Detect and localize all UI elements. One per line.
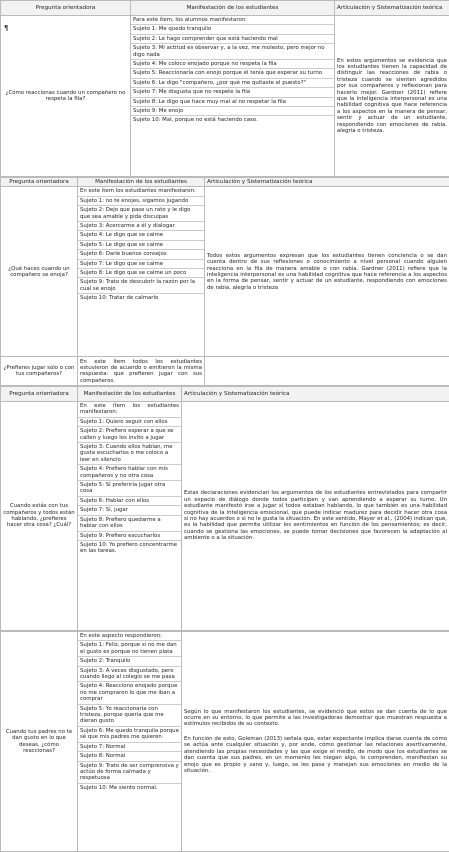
header-manifestation: Manifestación de los estudiantes [78, 387, 182, 402]
student-response-2: En este ítem todos los estudiantes estuvieron de acuerdo o emitieron la misma respuesta: que prefieren jugar con sus compañeros. [78, 357, 205, 386]
response-item: Sujeto 2: Prefiero esperar a que se callen y luego los invito a jugar [78, 427, 181, 443]
theory-paragraph-2: En función de esto, Goleman (2013) señala que, estar expectante implica darse cuenta de cómo se actúa ante cualquier situación y, por ende, cómo gestionar las relaciones asertivamente, atendiendo las propias necesidades y las que exige el medio, de modo que los estudiantes se dan cuenta que sus padres, en un momento les niegan algo, lo comprenden, manifiestan su enojo que es propio y sano y, luego, se les pasa y manejan sus emociones en medio de la situación. [184, 735, 447, 774]
pilcrow-mark: ¶ [4, 24, 9, 32]
table-2 [0, 177, 449, 386]
response-item: Sujeto 2: Le hago comprender que está haciendo mal [131, 35, 334, 44]
table-1 [0, 0, 449, 177]
student-responses [78, 187, 205, 357]
response-item: Sujeto 3: Acercarme a él y dialogar [78, 222, 204, 231]
theory-text: Todos estos argumentos expresan que los estudiantes tienen conciencia o se dan cuenta dentro de sus reflexiones o conocimiento a nivel personal cuando alguien reacciona en la fila de manera amable o con rabia. Gardner (2011) refiere que la inteligencia interpersonal es una habilidad cognitiva que hace referencia a los aspectos en la forma de pensar, sentir y actuar de un estudiante, respondiendo con emociones de rabia, alegría o tristeza [205, 187, 449, 357]
response-item: Sujeto 8: Le digo que hace muy mal al no respetar la fila [131, 98, 334, 107]
response-item: Sujeto 10: Tratar de calmarlo [80, 295, 159, 302]
theory-text: En estos argumentos se evidencia que los estudiantes tienen la capacidad de distinguir las reacciones de rabia o tristeza cuando se sienten agredidos por sus compañeros y reflexionan para hacerlo mejor. Gardner (2011) refiere que la inteligencia interpersonal es una habilidad cognitiva que hace referencia a los aspectos en la manera de pensar, sentir y actuar de un estudiante, respondiendo con emociones de rabia, alegría o tristeza. [335, 16, 449, 177]
response-item: Sujeto 3: A veces disgustado, pero cuando llego al colegio se me pasa [78, 667, 181, 683]
response-item: Sujeto 5: Le digo que se calme [78, 241, 204, 250]
response-intro: En este aspecto respondieron: [78, 632, 181, 641]
table-4 [0, 631, 449, 852]
student-responses [131, 16, 335, 177]
response-item: Sujeto 4: Prefiero hablar con mis compañeros y no otra cosa [78, 465, 181, 481]
response-item: Sujeto 1: Me quedo tranquilo [131, 25, 334, 34]
response-item: Sujeto 1: Feliz, porque si no me dan el gusto es porque no tienen plata [78, 641, 181, 657]
response-item: Sujeto 10: Me siento normal. [80, 784, 158, 791]
response-item: Sujeto 6: Le digo "compañero, ¿por qué me quitaste el puesto?" [131, 79, 334, 88]
guiding-question: Cuando tus padres no te dan gusto en lo que deseas, ¿cómo reaccionas? [1, 632, 78, 852]
response-item: Sujeto 4: Reacciono enojado porque no me compraron lo que me iban a comprar [78, 682, 181, 704]
response-item: Sujeto 2: Tranquilo [78, 657, 181, 666]
response-item: Sujeto 8: Normal [78, 752, 181, 761]
response-item: Sujeto 10: Yo prefiero concentrarme en las tareas. [80, 541, 178, 555]
student-responses [78, 632, 182, 852]
header-question: Pregunta orientadora [1, 387, 78, 402]
response-item: Sujeto 9: Trato de ser comprensiva y actúo de forma calmada y respetuosa [78, 762, 181, 784]
response-intro: Para este ítem, los alumnos manifestaron: [131, 16, 334, 25]
response-item: Sujeto 3: Mi actitud es observar y, a la vez, me molesto, pero mejor no digo nada [131, 44, 334, 60]
response-item: Sujeto 10: Mal, porque no está haciendo caso. [133, 117, 258, 124]
response-item: Sujeto 2: Dejo que pase un rato y le digo que sea amable y pida disculpas [78, 206, 204, 222]
response-intro: En este ítem los estudiantes manifestaron: [78, 402, 181, 418]
header-theory: Articulación y Sistematización teórica [335, 1, 449, 16]
response-item: Sujeto 7: Normal [78, 743, 181, 752]
response-item: Sujeto 8: Le digo que se calme un poco [78, 269, 204, 278]
header-theory: Articulación y Sistematización teórica [182, 387, 449, 402]
guiding-question: ¿Qué haces cuando un compañero se enoja? [1, 187, 78, 357]
response-item: Sujeto 6: Darle buenos consejos [78, 250, 204, 259]
response-item: Sujeto 5: Reaccionaría con enojo porque él tenía que esperar su turno [131, 69, 334, 78]
header-manifestation: Manifestación de los estudiantes [78, 178, 205, 187]
theory-empty [205, 357, 449, 386]
response-item: Sujeto 7: Me disgusta que no respete la fila [131, 88, 334, 97]
response-item: Sujeto 5: Sí preferiría jugar otra cosa [78, 481, 181, 497]
guiding-question: ¿Cómo reaccionas cuando un compañero no respeta la fila? [1, 16, 131, 177]
response-item: Sujeto 4: Le digo que se calme [78, 231, 204, 240]
response-intro: En este ítem los estudiantes manifestaron: [78, 187, 204, 196]
theory-paragraph-1: Según lo que manifestaron los estudiantes, se evidenció que estos se dan cuenta de lo que ocurre en su entorno, lo que permite a las investigadoras demostrar que muestran respuesta a estímulos recibidos de su contexto. [184, 708, 447, 728]
response-item: Sujeto 1: Quiero seguir con ellos [78, 418, 181, 427]
response-item: Sujeto 8: Prefiero quedarme a hablar con ellos [78, 516, 181, 532]
response-item: Sujeto 1: no te enojes, sigamos jugando [78, 197, 204, 206]
response-item: Sujeto 3: Cuando ellos hablan, me gusta escucharlos o me coloco a leer en silencio [78, 443, 181, 465]
response-item: Sujeto 6: Me quedo tranquila porque sé que mis padres me quieren [78, 727, 181, 743]
response-item: Sujeto 9: Me enojo [131, 107, 334, 116]
guiding-question-2: ¿Prefieres jugar solo o con tus compañeros? [1, 357, 78, 386]
response-item: Sujeto 7: Sí, jugar [78, 506, 181, 515]
response-item: Sujeto 9: Prefiero escucharlos [78, 532, 181, 541]
header-question: Pregunta orientadora [1, 178, 78, 187]
guiding-question: Cuando estás con tus compañeros y todos están hablando, ¿prefieres hacer otra cosa? ¿Cuál? [1, 402, 78, 631]
table-3 [0, 386, 449, 631]
response-item: Sujeto 7: Le digo que se calme [78, 260, 204, 269]
theory-text: Estas declaraciones evidencian los argumentos de los estudiantes entrevistados para compartir un espacio de diálogo donde todos participen y van aprendiendo a esperar su turno. Un estudiante manifestó irse a jugar si todos estaban hablando, lo que también es una habilidad cognitiva de la inteligencia emocional, que puede indicar madurez para decidir hacer otra cosa si no hay acuerdos o si no le gusta la situación. En este sentido, Mayer et al., (2004) indican que, es la habilidad que permite utilizar los sentimientos en función de los pensamientos; es decir, cuando se gestiona las emociones, se puede tomar decisiones que favorecen la adaptación al ambiente o a la situación. [182, 402, 449, 631]
header-theory: Articulación y Sistematización teórica [205, 178, 449, 187]
student-responses [78, 402, 182, 631]
response-item: Sujeto 9: Trato de descubrir la razón por la cual se enojo [78, 278, 204, 294]
response-item: Sujeto 4: Me coloco enojado porque no respeta la fila [131, 60, 334, 69]
header-question: Pregunta orientadora [1, 1, 131, 16]
response-item: Sujeto 6: Hablar con ellos [78, 497, 181, 506]
header-manifestation: Manifestación de los estudiantes [131, 1, 335, 16]
theory-text [182, 632, 449, 852]
response-item: Sujeto 5: Yo reaccionaría con tristeza, porque quería que me dieran gusto [78, 705, 181, 727]
